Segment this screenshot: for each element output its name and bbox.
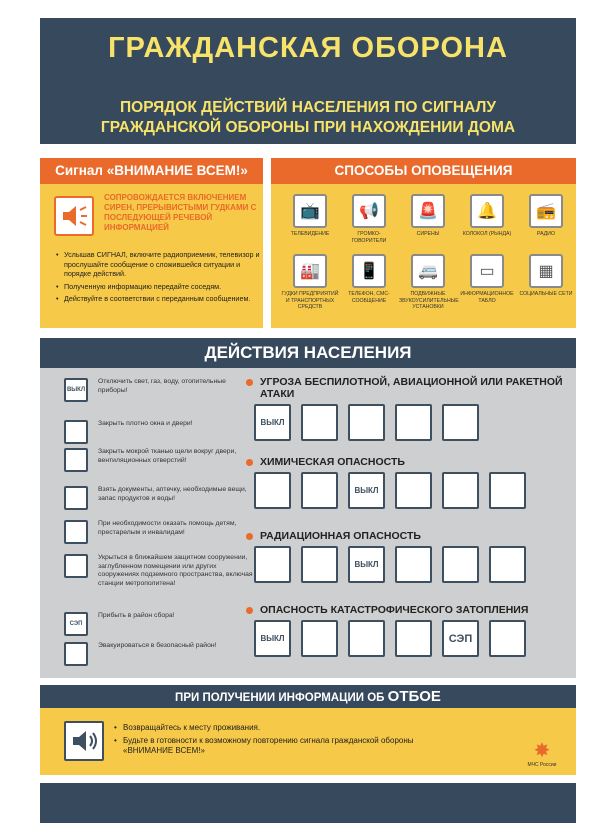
- close-windows-icon: [64, 420, 88, 444]
- subtitle-line-2: ГРАЖДАНСКОЙ ОБОРОНЫ ПРИ НАХОЖДЕНИИ ДОМА: [100, 119, 516, 136]
- action-tile-icon: [442, 546, 479, 583]
- poster-footer: [40, 783, 576, 823]
- action-tile-icon: [348, 620, 385, 657]
- billboard-icon: ▭: [470, 254, 504, 288]
- legend-text: Укрыться в ближайшем защитном сооружении, заглубленном помещении или других сооружениях подземного пространства, включая станции метрополитена!: [98, 554, 253, 587]
- method-item: [281, 194, 339, 238]
- method-item: [340, 254, 398, 304]
- phone-icon: 📱: [352, 254, 386, 288]
- action-tile-icon: [489, 620, 526, 657]
- signal-description: СОПРОВОЖДАЕТСЯ ВКЛЮЧЕНИЕМ СИРЕН, ПРЕРЫВИСТЫМИ ГУДКАМИ С ПОСЛЕДУЮЩЕЙ РЕЧЕВОЙ ИНФОРМАЦИЕЙ: [104, 193, 257, 232]
- legend-text: Закрыть плотно окна и двери!: [98, 420, 193, 427]
- switch-off-icon: ВЫКЛ: [64, 378, 88, 402]
- threat-block: [246, 456, 566, 509]
- signal-title: Сигнал «ВНИМАНИЕ ВСЕМ!»: [40, 158, 263, 184]
- speaker-icon: [54, 196, 94, 236]
- subtitle-line-1: ПОРЯДОК ДЕЙСТВИЙ НАСЕЛЕНИЯ ПО СИГНАЛУ: [120, 99, 496, 116]
- poster-title: ГРАЖДАНСКАЯ ОБОРОНА: [108, 32, 508, 64]
- method-label: ГРОМКО-ГОВОРИТЕЛИ: [351, 231, 387, 244]
- legend-text: Взять документы, аптечку, необходимые вещи, запас продуктов и воды!: [98, 486, 247, 502]
- otboy-title-emphasis: ОТБОЕ: [387, 688, 441, 705]
- method-item: [399, 194, 457, 238]
- legend-text: Отключить свет, газ, воду, отопительные приборы!: [98, 378, 226, 394]
- threat-block: [246, 530, 566, 583]
- assembly-point-icon: СЭП: [64, 612, 88, 636]
- threat-title: ОПАСНОСТЬ КАТАСТРОФИЧЕСКОГО ЗАТОПЛЕНИЯ: [246, 604, 566, 616]
- threat-icons: [246, 404, 566, 441]
- otboy-panel: [40, 685, 576, 775]
- poster-header: [40, 18, 576, 144]
- legend-text: Эвакуироваться в безопасный район!: [98, 642, 217, 649]
- van-icon: 🚐: [411, 254, 445, 288]
- speaker-icon: [64, 721, 104, 761]
- legend-text: При необходимости оказать помощь детям, престарелым и инвалидам!: [98, 520, 237, 536]
- method-label: ИНФОРМАЦИОННОЕ ТАБЛО: [460, 291, 514, 304]
- poster-subtitle: [40, 98, 576, 138]
- action-tile-icon: [395, 404, 432, 441]
- threat-block: [246, 604, 566, 657]
- action-tile-icon: ВЫКЛ: [254, 620, 291, 657]
- list-item: • Будьте в готовности к возможному повторению сигнала гражданской обороны «ВНИМАНИЕ ВСЕМ!»: [114, 736, 414, 757]
- shelter-icon: [64, 554, 88, 578]
- list-item: • Услышав СИГНАЛ, включите радиоприемник, телевизор и прослушайте сообщение о сложившейся ситуации и порядке действий.: [56, 250, 260, 279]
- action-tile-icon: СЭП: [442, 620, 479, 657]
- action-tile-icon: [489, 546, 526, 583]
- otboy-title: [40, 685, 576, 708]
- threat-title: ХИМИЧЕСКАЯ ОПАСНОСТЬ: [246, 456, 566, 468]
- action-tile-icon: ВЫКЛ: [348, 546, 385, 583]
- action-tile-icon: [301, 620, 338, 657]
- emblem-icon: ✸: [533, 740, 551, 762]
- action-tile-icon: [254, 546, 291, 583]
- siren-icon: 🚨: [411, 194, 445, 228]
- threat-title: РАДИАЦИОННАЯ ОПАСНОСТЬ: [246, 530, 566, 542]
- method-label: СИРЕНЫ: [416, 231, 440, 237]
- otboy-title-prefix: ПРИ ПОЛУЧЕНИИ ИНФОРМАЦИИ ОБ: [175, 692, 385, 704]
- methods-title: СПОСОБЫ ОПОВЕЩЕНИЯ: [271, 158, 576, 184]
- method-label: РАДИО: [536, 231, 556, 237]
- social-icon: ▦: [529, 254, 563, 288]
- threat-icons: [246, 620, 566, 657]
- method-item: [458, 254, 516, 304]
- help-icon: [64, 520, 88, 544]
- method-item: [340, 194, 398, 244]
- list-item: • Полученную информацию передайте соседям.: [56, 282, 260, 292]
- method-item: [281, 254, 339, 311]
- legend-text: Закрыть мокрой тканью щели вокруг двери, вентиляционных отверстий!: [98, 448, 237, 464]
- methods-panel: [271, 158, 576, 328]
- method-label: ТЕЛЕВИДЕНИЕ: [290, 231, 330, 237]
- threat-title: УГРОЗА БЕСПИЛОТНОЙ, АВИАЦИОННОЙ ИЛИ РАКЕТНОЙ АТАКИ: [246, 376, 566, 400]
- action-tile-icon: [301, 472, 338, 509]
- list-item: • Действуйте в соответствии с переданным сообщением.: [56, 294, 260, 304]
- action-tile-icon: [442, 404, 479, 441]
- method-label: ГУДКИ ПРЕДПРИЯТИЙ И ТРАНСПОРТНЫХ СРЕДСТВ: [281, 291, 339, 310]
- threat-icons: [246, 546, 566, 583]
- action-tile-icon: [489, 472, 526, 509]
- threat-block: [246, 376, 566, 441]
- legend-text: Прибыть в район сбора!: [98, 612, 175, 619]
- actions-title: ДЕЙСТВИЯ НАСЕЛЕНИЯ: [40, 338, 576, 368]
- action-tile-icon: [395, 472, 432, 509]
- method-label: ТЕЛЕФОН, СМС-СООБЩЕНИЕ: [348, 291, 390, 304]
- documents-icon: [64, 486, 88, 510]
- method-item: [399, 254, 457, 311]
- method-label: ПОДВИЖНЫЕ ЗВУКОУСИЛИТЕЛЬНЫЕ УСТАНОВКИ: [399, 291, 459, 310]
- action-tile-icon: [348, 404, 385, 441]
- method-item: [458, 194, 516, 238]
- factory-icon: 🏭: [293, 254, 327, 288]
- signal-panel: [40, 158, 263, 328]
- emblem: [514, 740, 570, 774]
- action-tile-icon: [395, 620, 432, 657]
- method-item: [517, 194, 575, 238]
- method-label: КОЛОКОЛ (РЫНДА): [462, 231, 512, 237]
- list-item: • Возвращайтесь к месту проживания.: [114, 723, 414, 734]
- method-item: [517, 254, 575, 298]
- evacuation-icon: [64, 642, 88, 666]
- otboy-instructions: [114, 723, 414, 759]
- actions-body: [40, 368, 576, 678]
- seal-door-icon: [64, 448, 88, 472]
- action-tile-icon: [301, 546, 338, 583]
- action-tile-icon: ВЫКЛ: [348, 472, 385, 509]
- action-tile-icon: [442, 472, 479, 509]
- action-tile-icon: [254, 472, 291, 509]
- emblem-text: МЧС России: [527, 762, 557, 768]
- threat-icons: [246, 472, 566, 509]
- radio-icon: 📻: [529, 194, 563, 228]
- method-label: СОЦИАЛЬНЫЕ СЕТИ: [519, 291, 573, 297]
- tv-icon: 📺: [293, 194, 327, 228]
- action-tile-icon: [301, 404, 338, 441]
- action-tile-icon: [395, 546, 432, 583]
- bell-icon: 🔔: [470, 194, 504, 228]
- actions-panel: [40, 338, 576, 678]
- loudspeaker-icon: 📢: [352, 194, 386, 228]
- signal-instructions: [56, 250, 260, 307]
- action-tile-icon: ВЫКЛ: [254, 404, 291, 441]
